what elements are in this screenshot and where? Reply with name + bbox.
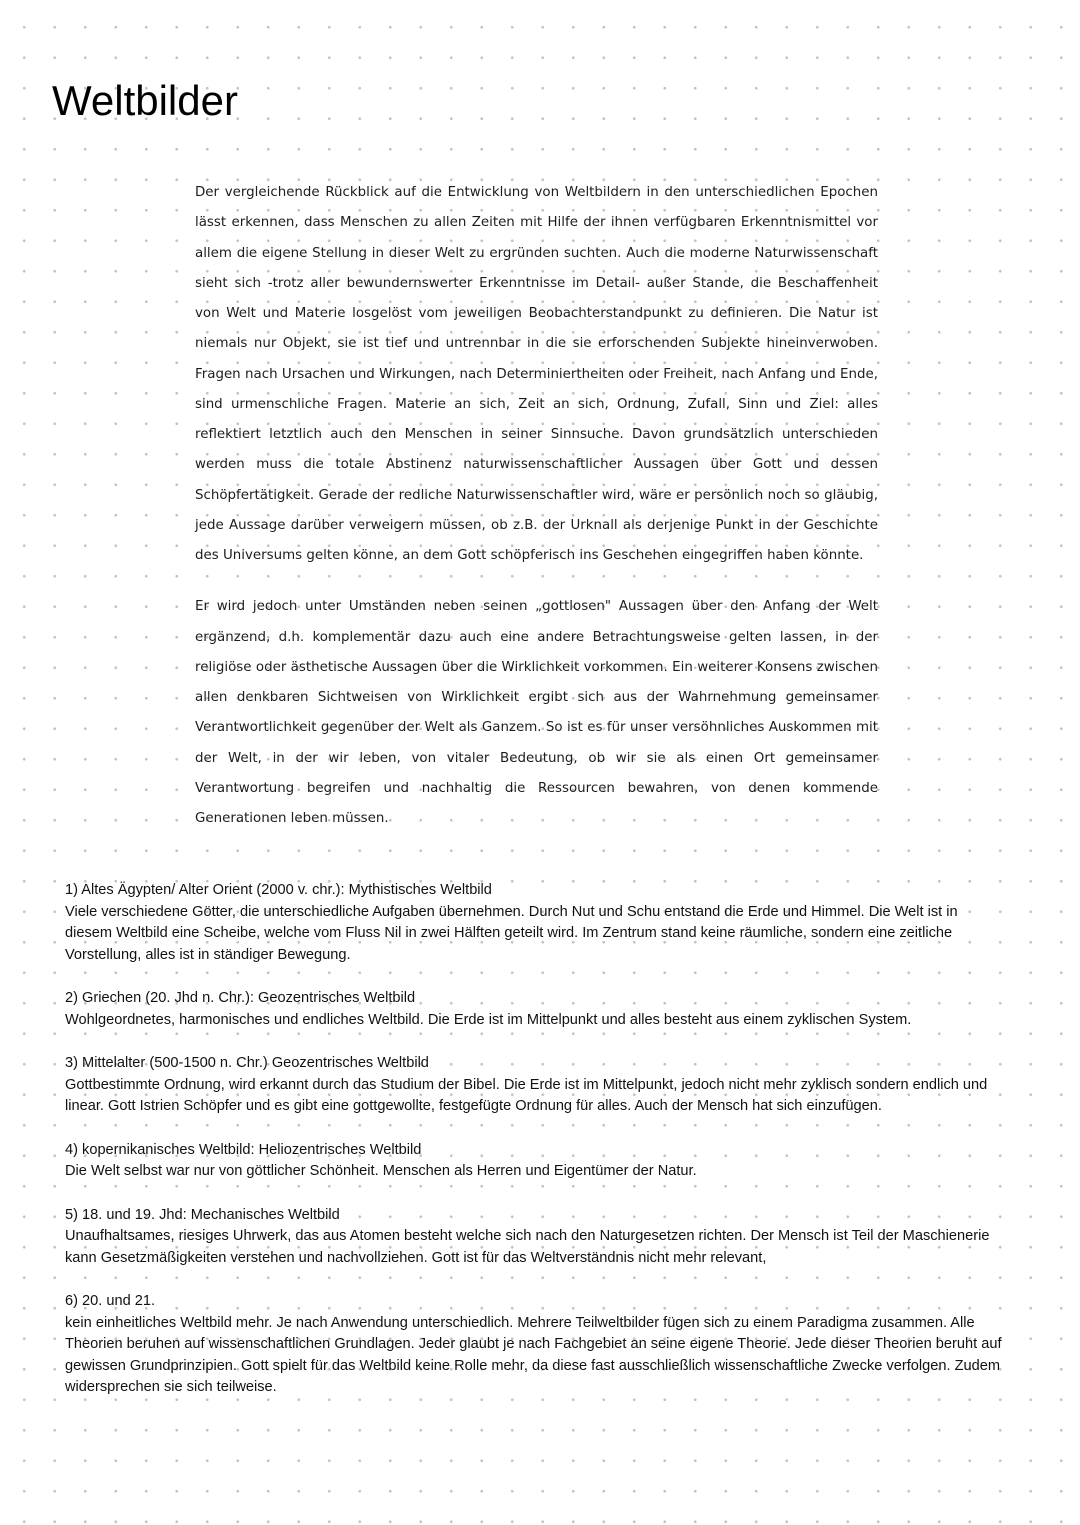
epoch-heading: 6) 20. und 21.	[65, 1293, 156, 1309]
epoch-heading: 4) kopernikanisches Weltbild: Heliozentrisches Weltbild	[65, 1141, 422, 1158]
epoch-item-modern	[65, 1291, 1005, 1399]
page-title: Weltbilder	[52, 77, 238, 124]
quoted-text-block	[195, 178, 878, 834]
epoch-description: Gottbestimmte Ordnung, wird erkannt durch das Studium der Bibel. Die Erde ist im Mittelpunkt, jedoch nicht mehr zyklisch sondern endlich und linear. Gott Istrien Schöpfer und es gibt eine gottgewollte, festgefügte Ordnung für alles. Auch der Mensch hat sich einzufügen.	[65, 1076, 988, 1114]
epoch-list	[65, 880, 1005, 1421]
quote-paragraph-2: Er wird jedoch unter Umständen neben seinen „gottlosen" Aussagen über den Anfang der Welt ergänzend, d.h. komplementär dazu auch eine andere Betrachtungsweise gelten lassen, in der religiöse oder ästhetische Aussagen über die Wirklichkeit vorkommen. Ein weiterer Konsens zwischen allen denkbaren Sichtweisen von Wirklichkeit ergibt sich aus der Wahrnehmung gemeinsamer Verantwortlichkeit gegenüber der Welt als Ganzem. So ist es für unser versöhnliches Auskommen mit der Welt, in der wir leben, von vitaler Bedeutung, ob wir sie als einen Ort gemeinsamer Verantwortung begreifen und nachhaltig die Ressourcen bewahren, von denen kommende Generationen leben müssen.	[195, 599, 878, 826]
epoch-heading: 5) 18. und 19. Jhd: Mechanisches Weltbild	[65, 1206, 340, 1223]
epoch-item-greeks	[65, 988, 1005, 1031]
epoch-item-mechanical	[65, 1205, 1005, 1270]
epoch-item-copernican	[65, 1140, 1005, 1183]
epoch-heading: 3) Mittelalter (500-1500 n. Chr.) Geozentrisches Weltbild	[65, 1055, 429, 1071]
epoch-description: kein einheitliches Weltbild mehr. Je nach Anwendung unterschiedlich. Mehrere Teilweltbilder fügen sich zu einem Paradigma zusammen. Alle Theorien beruhen auf wissenschaftlichen Grundlagen. Jeder glaubt je nach Fachgebiet an seine eigene Theorie. Jede dieser Theorien beruht auf gewissen Grundprinzipien. Gott spielt für das Weltbild keine Rolle mehr, da diese fast ausschließlich wissenschaftliche Zwecke verfolgen. Zudem widersprechen sie sich teilweise.	[65, 1314, 1002, 1395]
epoch-description: Die Welt selbst war nur von göttlicher Schönheit. Menschen als Herren und Eigentümer der Natur.	[65, 1163, 697, 1179]
quote-paragraph-1: Der vergleichende Rückblick auf die Entwicklung von Weltbildern in den unterschiedlichen Epochen lässt erkennen, dass Menschen zu allen Zeiten mit Hilfe der ihnen verfügbaren Erkenntnismittel vor allem die eigene Stellung in dieser Welt zu ergründen suchten. Auch die moderne Naturwissenschaft sieht sich -trotz aller bewundernswerter Erkenntnisse im Detail- außer Stande, die Beschaffenheit von Welt und Materie losgelöst vom jeweiligen Beobachterstandpunkt zu definieren. Die Natur ist niemals nur Objekt, sie ist tief und untrennbar in die sie erforschenden Subjekte hineinverwoben. Fragen nach Ursachen und Wirkungen, nach Determiniertheiten oder Freiheit, nach Anfang und Ende, sind urmenschliche Fragen. Materie an sich, Zeit an sich, Ordnung, Zufall, Sinn und Ziel: alles reflektiert letztlich auch den Menschen in seiner Sinnsuche. Davon grundsätzlich unterschieden werden muss die totale Abstinenz naturwissenschaftlicher Aussagen über Gott und dessen Schöpfertätigkeit. Gerade der redliche Naturwissenschaftler wird, wäre er persönlich noch so gläubig, jede Aussage darüber verweigern müssen, ob z.B. der Urknall als derjenige Punkt in der Geschichte des Universums gelten könne, an dem Gott schöpferisch ins Geschehen eingegriffen haben könnte.	[195, 185, 878, 563]
epoch-item-egypt	[65, 880, 1005, 966]
epoch-description: Wohlgeordnetes, harmonisches und endliches Weltbild. Die Erde ist im Mittelpunkt und alles besteht aus einem zyklischen System.	[65, 1011, 912, 1028]
epoch-heading: 2) Griechen (20. Jhd n. Chr.): Geozentrisches Weltbild	[65, 990, 416, 1006]
epoch-description: Viele verschiedene Götter, die unterschiedliche Aufgaben übernehmen. Durch Nut und Schu entstand die Erde und Himmel. Die Welt ist in diesem Weltbild eine Scheibe, welche vom Fluss Nil in zwei Hälften geteilt wird. Im Zentrum stand keine räumliche, sondern eine zeitliche Vorstellung, alles ist in ständiger Bewegung.	[65, 903, 958, 963]
epoch-item-middle-ages	[65, 1053, 1005, 1118]
epoch-heading: 1) Altes Ägypten/ Alter Orient (2000 v. chr.): Mythistisches Weltbild	[65, 882, 492, 898]
epoch-description: Unaufhaltsames, riesiges Uhrwerk, das aus Atomen besteht welche sich nach den Naturgesetzen richten. Der Mensch ist Teil der Maschienerie kann Gesetzmäßigkeiten verstehen und nachvollziehen. Gott ist für das Weltverständnis nicht mehr relevant,	[65, 1228, 990, 1266]
